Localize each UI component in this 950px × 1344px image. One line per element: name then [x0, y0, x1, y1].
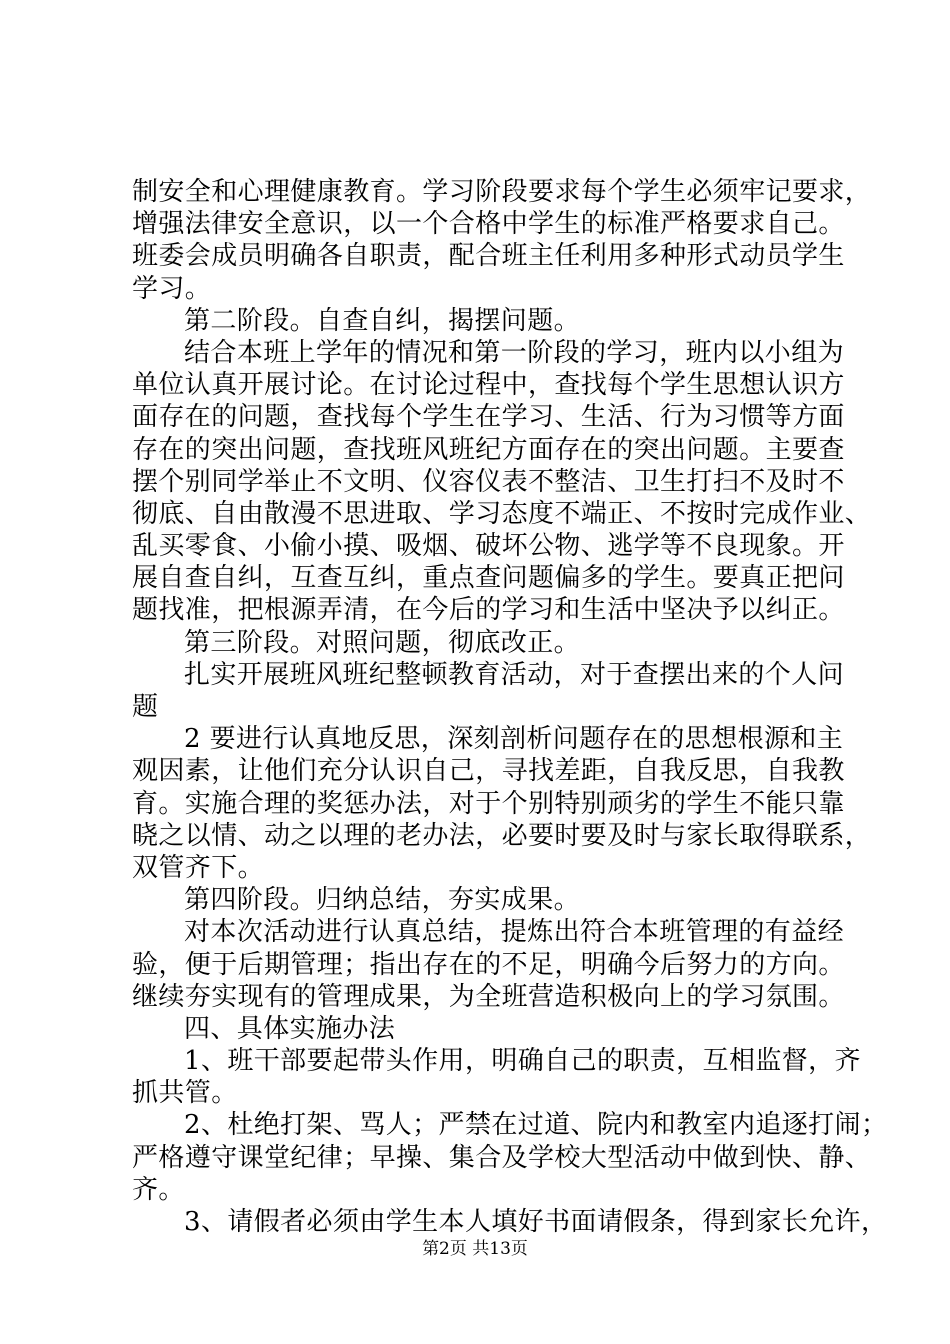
- page-number-footer: 第2页 共13页: [422, 1239, 528, 1259]
- text-line: 题: [132, 692, 159, 722]
- text-line: 对本次活动进行认真总结，提炼出符合本班管理的有益经: [184, 917, 845, 948]
- text-line: 展自查自纠，互查互纠，重点查问题偏多的学生。要真正把问: [132, 563, 845, 594]
- text-line: 结合本班上学年的情况和第一阶段的学习，班内以小组为: [184, 337, 845, 368]
- text-line: 2 要进行认真地反思，深刻剖析问题存在的思想根源和主: [184, 724, 844, 755]
- text-line: 晓之以情、动之以理的老办法，必要时要及时与家长取得联系，: [132, 820, 872, 851]
- text-line: 彻底、自由散漫不思进取、学习态度不端正、不按时完成作业、: [132, 498, 872, 529]
- text-line: 乱买零食、小偷小摸、吸烟、破坏公物、逃学等不良现象。开: [132, 531, 845, 562]
- text-line: 抓共管。: [132, 1078, 238, 1109]
- text-line: 齐。: [132, 1174, 185, 1205]
- list-item-2: 2、杜绝打架、骂人；严禁在过道、院内和教室内追逐打闹；: [184, 1110, 888, 1141]
- section-heading-stage-four: 第四阶段。归纳总结，夯实成果。: [184, 885, 581, 916]
- text-line: 双管齐下。: [132, 852, 265, 883]
- text-line: 验，便于后期管理；指出存在的不足，明确今后努力的方向。: [132, 949, 845, 980]
- list-item-1: 1、班干部要起带头作用，明确自己的职责，互相监督，齐: [184, 1046, 861, 1077]
- text-line: 制安全和心理健康教育。学习阶段要求每个学生必须牢记要求，: [132, 177, 872, 207]
- section-heading-implementation: 四、具体实施办法: [184, 1013, 396, 1044]
- text-line: 题找准，把根源弄清，在今后的学习和生活中坚决予以纠正。: [132, 595, 845, 626]
- document-body: [132, 176, 888, 1238]
- text-line: 面存在的问题，查找每个学生在学习、生活、行为习惯等方面: [132, 402, 845, 433]
- text-line: 存在的突出问题，查找班风班纪方面存在的突出问题。主要查: [132, 434, 845, 465]
- text-line: 摆个别同学举止不文明、仪容仪表不整洁、卫生打扫不及时不: [132, 466, 845, 497]
- text-line: 班委会成员明确各自职责，配合班主任利用多种形式动员学生: [132, 241, 845, 272]
- list-item-3: 3、请假者必须由学生本人填好书面请假条，得到家长允许，: [184, 1207, 888, 1237]
- text-line: 继续夯实现有的管理成果，为全班营造积极向上的学习氛围。: [132, 981, 845, 1012]
- text-line: 学习。: [132, 273, 212, 304]
- section-heading-stage-two: 第二阶段。自查自纠，揭摆问题。: [184, 305, 581, 336]
- text-line: 观因素，让他们充分认识自己，寻找差距，自我反思，自我教: [132, 756, 845, 787]
- text-line: 单位认真开展讨论。在讨论过程中，查找每个学生思想认识方: [132, 370, 845, 401]
- text-line: 育。实施合理的奖惩办法，对于个别特别顽劣的学生不能只靠: [132, 788, 845, 819]
- text-line: 严格遵守课堂纪律；早操、集合及学校大型活动中做到快、静、: [132, 1142, 872, 1173]
- text-line: 增强法律安全意识，以一个合格中学生的标准严格要求自己。: [132, 209, 845, 240]
- section-heading-stage-three: 第三阶段。对照问题，彻底改正。: [184, 627, 581, 658]
- text-line: 扎实开展班风班纪整顿教育活动，对于查摆出来的个人问: [184, 659, 845, 690]
